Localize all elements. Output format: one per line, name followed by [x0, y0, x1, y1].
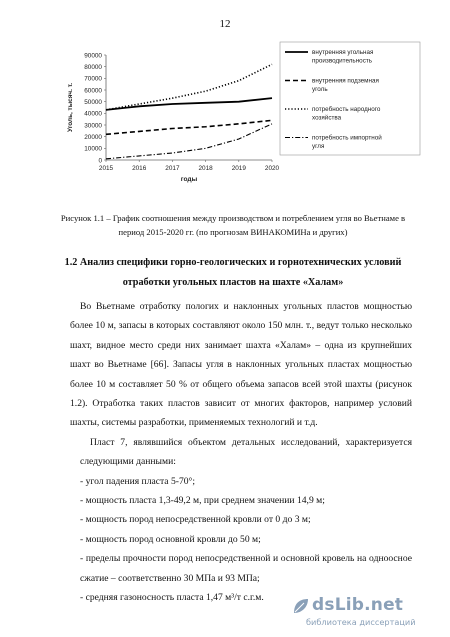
section-heading — [48, 253, 418, 293]
x-tick-label: 2016 — [132, 165, 147, 172]
legend-label: внутренняя подземная — [312, 77, 379, 85]
legend-label: потребность импортной — [312, 134, 382, 142]
x-axis-label: годы — [180, 176, 198, 183]
coal-chart — [62, 40, 422, 210]
y-tick-label: 40000 — [84, 110, 102, 118]
caption-line-2: период 2015-2020 гг. (по прогнозам ВИНАКОМИНа и других) — [118, 227, 348, 237]
x-tick-label: 2020 — [264, 165, 280, 172]
paragraph: Пласт 7, являвшийся объектом детальных исследований, характеризуется следующими данными: — [80, 436, 412, 468]
watermark-logo — [306, 595, 432, 629]
section-heading-line-2: отработки угольных пластов на шахте «Халам» — [122, 277, 344, 288]
y-axis-label: Уголь, тысяч. т. — [67, 82, 74, 133]
y-tick-label: 90000 — [84, 52, 102, 60]
y-tick-label: 20000 — [84, 133, 102, 141]
chart-svg — [62, 40, 422, 210]
legend-label: внутренняя угольная — [312, 49, 374, 56]
paragraph: Во Вьетнаме отработку пологих и наклонных угольных пластов мощностью более 10 м, запасы в которых составляют около 150 млн. т., ведут только несколько шахт, видное место среди них занимает шахта «Халам» – одна из крупнейших шахт во Вьетнаме [66]. Запасы угля в наклонных угольных пластах мощностью более 10 м составляет 50 % от общего объема запасов всей этой шахты (рисунок 1.2). Отработка таких пластов зависит от многих факторов, например условий шахты, системы разработки, применяемых технологий и т.д. — [70, 301, 412, 429]
y-tick-label: 60000 — [84, 87, 102, 95]
leaf-icon — [292, 597, 310, 615]
y-tick-label: 80000 — [84, 63, 102, 71]
x-tick-label: 2015 — [98, 165, 114, 172]
legend-label: потребность народного — [312, 106, 381, 113]
y-tick-label: 10000 — [84, 145, 102, 153]
watermark-sub-text: библиотека диссертаций — [306, 617, 416, 627]
y-tick-label: 30000 — [84, 122, 102, 130]
list-item: - средняя газоносность пласта 1,47 м³/т с.г.м. — [80, 592, 264, 604]
y-tick-label: 50000 — [84, 98, 102, 106]
x-tick-label: 2019 — [231, 165, 246, 172]
x-tick-label: 2018 — [198, 165, 213, 172]
legend-label: хозяйства — [312, 114, 342, 122]
list-item: - угол падения пласта 5-70°; — [80, 475, 196, 487]
series-line-2 — [106, 120, 272, 134]
x-tick-label: 2017 — [165, 165, 180, 172]
y-tick-label: 0 — [98, 157, 102, 165]
watermark-main-text: dsLib.net — [312, 595, 404, 615]
figure-caption — [48, 211, 418, 239]
legend-label: угля — [312, 143, 325, 150]
body-text — [70, 297, 412, 608]
list-item: - мощность пород основной кровли до 50 м; — [80, 533, 261, 545]
caption-line-1: Рисунок 1.1 – График соотношения между производством и потреблением угля во Вьетнаме в — [60, 213, 406, 223]
section-heading-line-1: 1.2 Анализ специфики горно-геологических и горнотехнических условий — [64, 257, 402, 268]
series-line-1 — [106, 98, 272, 110]
legend-label: уголь — [312, 86, 328, 93]
y-tick-label: 70000 — [84, 75, 102, 83]
list-item: - мощность пород непосредственной кровли от 0 до 3 м; — [80, 514, 311, 526]
list-item: - мощность пласта 1,3-49,2 м, при среднем значении 14,9 м; — [80, 495, 325, 507]
list-item: - пределы прочности пород непосредственной и основной кровель на одноосное сжатие – соответственно 30 МПа и 93 МПа; — [80, 553, 412, 584]
series-line-4 — [106, 124, 272, 159]
legend-label: производительность — [312, 57, 373, 65]
page-number: 12 — [219, 18, 231, 30]
